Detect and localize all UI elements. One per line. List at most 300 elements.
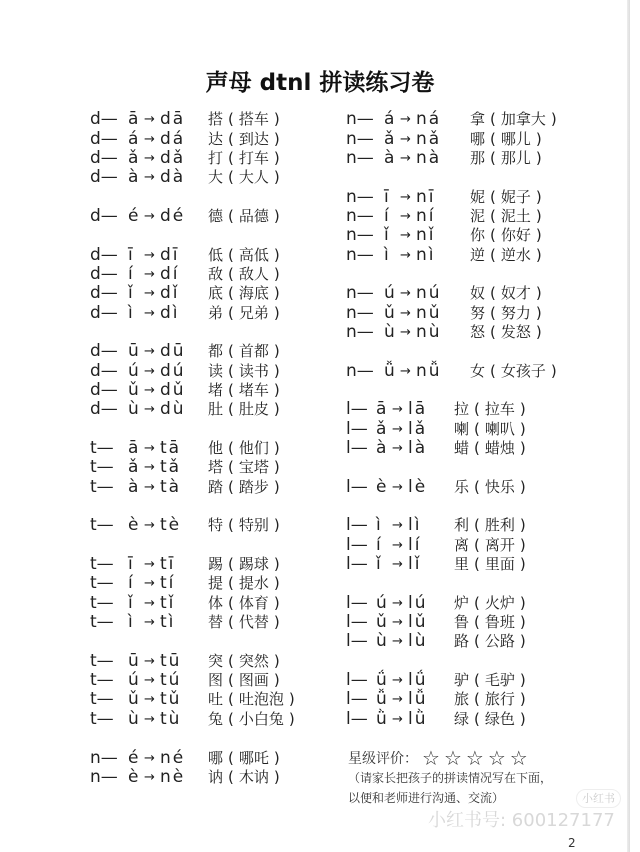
practice-row — [346, 690, 562, 709]
initial: d— — [90, 341, 118, 362]
blank-line — [346, 497, 562, 516]
arrow-icon: → — [144, 615, 155, 631]
practice-row — [346, 284, 562, 303]
syllable: ní — [416, 205, 436, 226]
arrow-icon: → — [400, 324, 411, 340]
example-word: 木讷 — [238, 767, 269, 786]
initial: t— — [90, 554, 114, 575]
blank-line — [90, 226, 300, 245]
initial: d— — [90, 109, 118, 130]
character: 奴 — [470, 284, 486, 303]
paren-open: ( — [228, 129, 234, 148]
vowel: à — [128, 167, 139, 188]
page-number: 2 — [568, 836, 576, 850]
paren-close: ) — [519, 439, 526, 458]
paren-close: ) — [519, 632, 526, 651]
syllable: dé — [160, 205, 186, 226]
example-word: 吐泡泡 — [238, 690, 284, 709]
initial: t— — [90, 573, 114, 594]
syllable: tà — [160, 476, 182, 497]
character: 打 — [208, 148, 224, 167]
blank-line — [90, 632, 300, 651]
vowel: ù — [128, 708, 139, 729]
vowel: é — [128, 747, 139, 768]
arrow-icon: → — [392, 441, 403, 457]
arrow-icon: → — [144, 131, 155, 147]
practice-row — [90, 652, 300, 671]
practice-row — [90, 149, 300, 168]
initial: n— — [346, 225, 374, 246]
vowel: ú — [128, 670, 139, 691]
arrow-icon: → — [144, 692, 155, 708]
character: 敌 — [208, 264, 224, 283]
example-word: 特别 — [238, 516, 269, 535]
star-icon[interactable]: ☆ — [487, 746, 506, 770]
character: 喇 — [454, 419, 470, 438]
example-word: 品德 — [238, 206, 269, 225]
arrow-icon: → — [144, 363, 155, 379]
syllable: lè — [408, 476, 428, 497]
character: 妮 — [470, 187, 486, 206]
arrow-icon: → — [400, 286, 411, 302]
paren-close: ) — [273, 110, 280, 129]
syllable: nǔ — [416, 302, 442, 323]
paren-open: ( — [490, 187, 496, 206]
vowel: à — [384, 147, 395, 168]
paren-close: ) — [273, 245, 280, 264]
paren-close: ) — [550, 361, 557, 380]
initial: l— — [346, 476, 368, 497]
character: 哪 — [208, 748, 224, 767]
paren-close: ) — [273, 748, 280, 767]
character: 肚 — [208, 400, 224, 419]
vowel: ǎ — [384, 128, 395, 149]
syllable: ná — [416, 109, 442, 130]
syllable: nǎ — [416, 128, 442, 149]
character: 女 — [470, 361, 486, 380]
example-word: 喇叭 — [484, 419, 515, 438]
vowel: è — [128, 766, 139, 787]
arrow-icon: → — [144, 576, 155, 592]
initial: l— — [346, 689, 368, 710]
practice-row — [90, 265, 300, 284]
vowel: ǎ — [128, 457, 139, 478]
blank-line — [346, 168, 562, 187]
paren-close: ) — [550, 110, 557, 129]
example-word: 妮子 — [500, 187, 531, 206]
example-word: 大人 — [238, 168, 269, 187]
vowel: ǐ — [376, 554, 381, 575]
character: 讷 — [208, 767, 224, 786]
arrow-icon: → — [144, 711, 155, 727]
vowel: ī — [384, 186, 389, 207]
paren-close: ) — [535, 206, 542, 225]
syllable: tǐ — [160, 592, 176, 613]
arrow-icon: → — [392, 595, 403, 611]
vowel: è — [376, 476, 387, 497]
example-word: 哪吒 — [238, 748, 269, 767]
syllable: dā — [160, 109, 186, 130]
character: 体 — [208, 593, 224, 612]
example-word: 发怒 — [500, 322, 531, 341]
paren-close: ) — [273, 206, 280, 225]
paren-open: ( — [474, 709, 480, 728]
vowel: á — [384, 109, 395, 130]
vowel: è — [128, 515, 139, 536]
example-word: 堵车 — [238, 380, 269, 399]
paren-close: ) — [535, 322, 542, 341]
example-word: 胜利 — [484, 516, 515, 535]
example-word: 肚皮 — [238, 400, 269, 419]
initial: t— — [90, 515, 114, 536]
character: 炉 — [454, 593, 470, 612]
paren-close: ) — [288, 709, 295, 728]
example-word: 拉车 — [484, 400, 515, 419]
character: 乐 — [454, 477, 470, 496]
vowel: ì — [376, 515, 381, 536]
syllable: là — [408, 438, 428, 459]
character: 你 — [470, 226, 486, 245]
blank-line — [90, 729, 300, 748]
practice-row — [90, 458, 300, 477]
character: 踢 — [208, 555, 224, 574]
vowel: í — [384, 205, 389, 226]
paren-close: ) — [273, 516, 280, 535]
paren-close: ) — [273, 458, 280, 477]
vowel: ǐ — [128, 592, 133, 613]
paren-open: ( — [228, 380, 234, 399]
syllable: lú — [408, 592, 428, 613]
syllable: dú — [160, 360, 186, 381]
syllable: tū — [160, 650, 182, 671]
initial: l— — [346, 612, 368, 633]
initial: t— — [90, 689, 114, 710]
vowel: à — [376, 438, 387, 459]
vowel: ī — [128, 244, 133, 265]
blank-line — [90, 536, 300, 555]
syllable: nì — [416, 244, 436, 265]
example-word: 突然 — [238, 651, 269, 670]
paren-open: ( — [228, 303, 234, 322]
paren-open: ( — [228, 168, 234, 187]
paren-close: ) — [519, 690, 526, 709]
syllable: nù — [416, 321, 442, 342]
vowel: í — [128, 573, 133, 594]
star-icon[interactable]: ☆ — [443, 746, 462, 770]
syllable: nú — [416, 283, 442, 304]
example-word: 努力 — [500, 303, 531, 322]
paren-open: ( — [228, 148, 234, 167]
paren-open: ( — [474, 555, 480, 574]
practice-row — [90, 594, 300, 613]
character: 拉 — [454, 400, 470, 419]
paren-open: ( — [474, 690, 480, 709]
arrow-icon: → — [392, 673, 403, 689]
initial: n— — [346, 128, 374, 149]
initial: l— — [346, 631, 368, 652]
practice-row — [90, 439, 300, 458]
syllable: lǔ — [408, 612, 428, 633]
vowel: ǔ — [128, 379, 139, 400]
paren-open: ( — [228, 651, 234, 670]
practice-row — [346, 632, 562, 651]
character: 怒 — [470, 322, 486, 341]
paren-close: ) — [273, 148, 280, 167]
paren-close: ) — [519, 593, 526, 612]
initial: n— — [346, 360, 374, 381]
practice-row — [90, 342, 300, 361]
example-word: 提水 — [238, 574, 269, 593]
syllable: dí — [160, 263, 180, 284]
blank-line — [346, 381, 562, 400]
syllable: lí — [408, 534, 422, 555]
practice-row — [346, 400, 562, 419]
initial: l— — [346, 554, 368, 575]
paren-open: ( — [228, 593, 234, 612]
syllable: nǐ — [416, 225, 436, 246]
paren-open: ( — [474, 477, 480, 496]
practice-row — [90, 768, 300, 787]
paren-close: ) — [273, 342, 280, 361]
arrow-icon: → — [400, 131, 411, 147]
paren-close: ) — [273, 168, 280, 187]
initial: t— — [90, 650, 114, 671]
paren-close: ) — [519, 613, 526, 632]
practice-row — [346, 613, 562, 632]
arrow-icon: → — [144, 112, 155, 128]
example-word: 火炉 — [484, 593, 515, 612]
paren-close: ) — [273, 264, 280, 283]
initial: n— — [90, 766, 118, 787]
syllable: dá — [160, 128, 186, 149]
right-column — [346, 110, 562, 729]
arrow-icon: → — [400, 228, 411, 244]
paren-open: ( — [474, 535, 480, 554]
vowel: ā — [128, 109, 139, 130]
paren-open: ( — [474, 419, 480, 438]
practice-row — [346, 187, 562, 206]
example-word: 海底 — [238, 284, 269, 303]
syllable: tú — [160, 670, 182, 691]
syllable: lǘ — [408, 670, 428, 691]
initial: t— — [90, 708, 114, 729]
paren-open: ( — [490, 110, 496, 129]
arrow-icon: → — [144, 479, 155, 495]
paren-close: ) — [535, 129, 542, 148]
example-word: 读书 — [238, 361, 269, 380]
practice-row — [90, 400, 300, 419]
blank-line — [90, 187, 300, 206]
practice-row — [90, 381, 300, 400]
character: 利 — [454, 516, 470, 535]
initial: n— — [346, 302, 374, 323]
vowel: ū — [128, 341, 139, 362]
paren-open: ( — [228, 671, 234, 690]
star-icon[interactable]: ☆ — [422, 746, 440, 770]
arrow-icon: → — [392, 537, 403, 553]
arrow-icon: → — [144, 266, 155, 282]
paren-open: ( — [228, 613, 234, 632]
paren-open: ( — [474, 671, 480, 690]
character: 塔 — [208, 458, 224, 477]
paren-close: ) — [535, 284, 542, 303]
practice-row — [346, 420, 562, 439]
syllable: tǎ — [160, 457, 182, 478]
syllable: tì — [160, 612, 176, 633]
initial: d— — [90, 147, 118, 168]
arrow-icon: → — [392, 402, 403, 418]
paren-open: ( — [474, 593, 480, 612]
paren-close: ) — [519, 671, 526, 690]
arrow-icon: → — [392, 518, 403, 534]
paren-close: ) — [273, 439, 280, 458]
example-word: 离开 — [484, 535, 515, 554]
character: 图 — [208, 671, 224, 690]
paren-close: ) — [535, 303, 542, 322]
practice-row — [90, 361, 300, 380]
character: 替 — [208, 613, 224, 632]
example-word: 到达 — [238, 129, 269, 148]
syllable: lǚ — [408, 689, 428, 710]
syllable: dǐ — [160, 283, 180, 304]
paren-close: ) — [519, 477, 526, 496]
arrow-icon: → — [400, 363, 411, 379]
arrow-icon: → — [144, 557, 155, 573]
syllable: nè — [160, 766, 186, 787]
example-word: 高低 — [238, 245, 269, 264]
practice-row — [90, 168, 300, 187]
initial: d— — [90, 379, 118, 400]
practice-row — [90, 478, 300, 497]
practice-row — [346, 110, 562, 129]
paren-open: ( — [474, 516, 480, 535]
practice-row — [346, 594, 562, 613]
paren-open: ( — [490, 322, 496, 341]
arrow-icon: → — [392, 615, 403, 631]
paren-open: ( — [228, 574, 234, 593]
example-word: 打车 — [238, 148, 269, 167]
syllable: lǜ — [408, 708, 428, 729]
practice-row — [346, 323, 562, 342]
practice-row — [90, 245, 300, 264]
example-word: 体育 — [238, 593, 269, 612]
arrow-icon: → — [144, 286, 155, 302]
paren-close: ) — [288, 690, 295, 709]
example-word: 加拿大 — [500, 110, 546, 129]
character: 路 — [454, 632, 470, 651]
practice-row — [90, 284, 300, 303]
syllable: tā — [160, 438, 182, 459]
star-icon[interactable]: ☆ — [465, 746, 484, 770]
initial: n— — [346, 321, 374, 342]
arrow-icon: → — [144, 150, 155, 166]
example-word: 兄弟 — [238, 303, 269, 322]
vowel: á — [128, 128, 139, 149]
paren-close: ) — [273, 303, 280, 322]
character: 都 — [208, 342, 224, 361]
practice-row — [90, 303, 300, 322]
example-word: 逆水 — [500, 245, 531, 264]
arrow-icon: → — [400, 112, 411, 128]
paren-close: ) — [273, 574, 280, 593]
example-word: 里面 — [484, 555, 515, 574]
paren-close: ) — [519, 535, 526, 554]
practice-row — [90, 207, 300, 226]
example-word: 踏步 — [238, 477, 269, 496]
arrow-icon: → — [144, 170, 155, 186]
paren-open: ( — [228, 400, 234, 419]
vowel: ī — [128, 554, 133, 575]
paren-close: ) — [273, 400, 280, 419]
vowel: ǚ — [376, 689, 387, 710]
blank-line — [90, 420, 300, 439]
example-word: 图画 — [238, 671, 269, 690]
character: 吐 — [208, 690, 224, 709]
arrow-icon: → — [144, 518, 155, 534]
paren-open: ( — [228, 284, 234, 303]
vowel: í — [128, 263, 133, 284]
practice-row — [346, 149, 562, 168]
initial: d— — [90, 128, 118, 149]
arrow-icon: → — [144, 769, 155, 785]
example-word: 你好 — [500, 226, 531, 245]
vowel: ā — [376, 399, 387, 420]
practice-row — [90, 516, 300, 535]
vowel: ǔ — [376, 612, 387, 633]
initial: t— — [90, 612, 114, 633]
vowel: ǔ — [384, 302, 395, 323]
initial: n— — [90, 747, 118, 768]
initial: l— — [346, 534, 368, 555]
character: 突 — [208, 651, 224, 670]
blank-line — [346, 458, 562, 477]
practice-row — [90, 710, 300, 729]
arrow-icon: → — [144, 653, 155, 669]
vowel: ù — [376, 631, 387, 652]
paren-open: ( — [228, 555, 234, 574]
character: 逆 — [470, 245, 486, 264]
practice-row — [346, 361, 562, 380]
practice-row — [90, 690, 300, 709]
example-word: 搭车 — [238, 110, 269, 129]
syllable: dì — [160, 302, 180, 323]
arrow-icon: → — [144, 247, 155, 263]
character: 搭 — [208, 110, 224, 129]
paren-close: ) — [519, 400, 526, 419]
watermark-badge: 小红书 — [576, 789, 621, 808]
paren-open: ( — [228, 206, 234, 225]
character: 低 — [208, 245, 224, 264]
page-title: 声母 dtnl 拼读练习卷 — [205, 70, 435, 96]
paren-close: ) — [535, 187, 542, 206]
paren-open: ( — [228, 709, 234, 728]
paren-open: ( — [474, 613, 480, 632]
character: 绿 — [454, 709, 470, 728]
example-word: 奴才 — [500, 284, 531, 303]
blank-line — [90, 497, 300, 516]
star-icon[interactable]: ☆ — [509, 746, 528, 770]
paren-open: ( — [490, 284, 496, 303]
example-word: 绿色 — [484, 709, 515, 728]
paren-close: ) — [273, 477, 280, 496]
paren-open: ( — [490, 148, 496, 167]
vowel: ì — [128, 612, 133, 633]
initial: n— — [346, 186, 374, 207]
initial: t— — [90, 476, 114, 497]
vowel: ú — [376, 592, 387, 613]
initial: n— — [346, 109, 374, 130]
character: 达 — [208, 129, 224, 148]
